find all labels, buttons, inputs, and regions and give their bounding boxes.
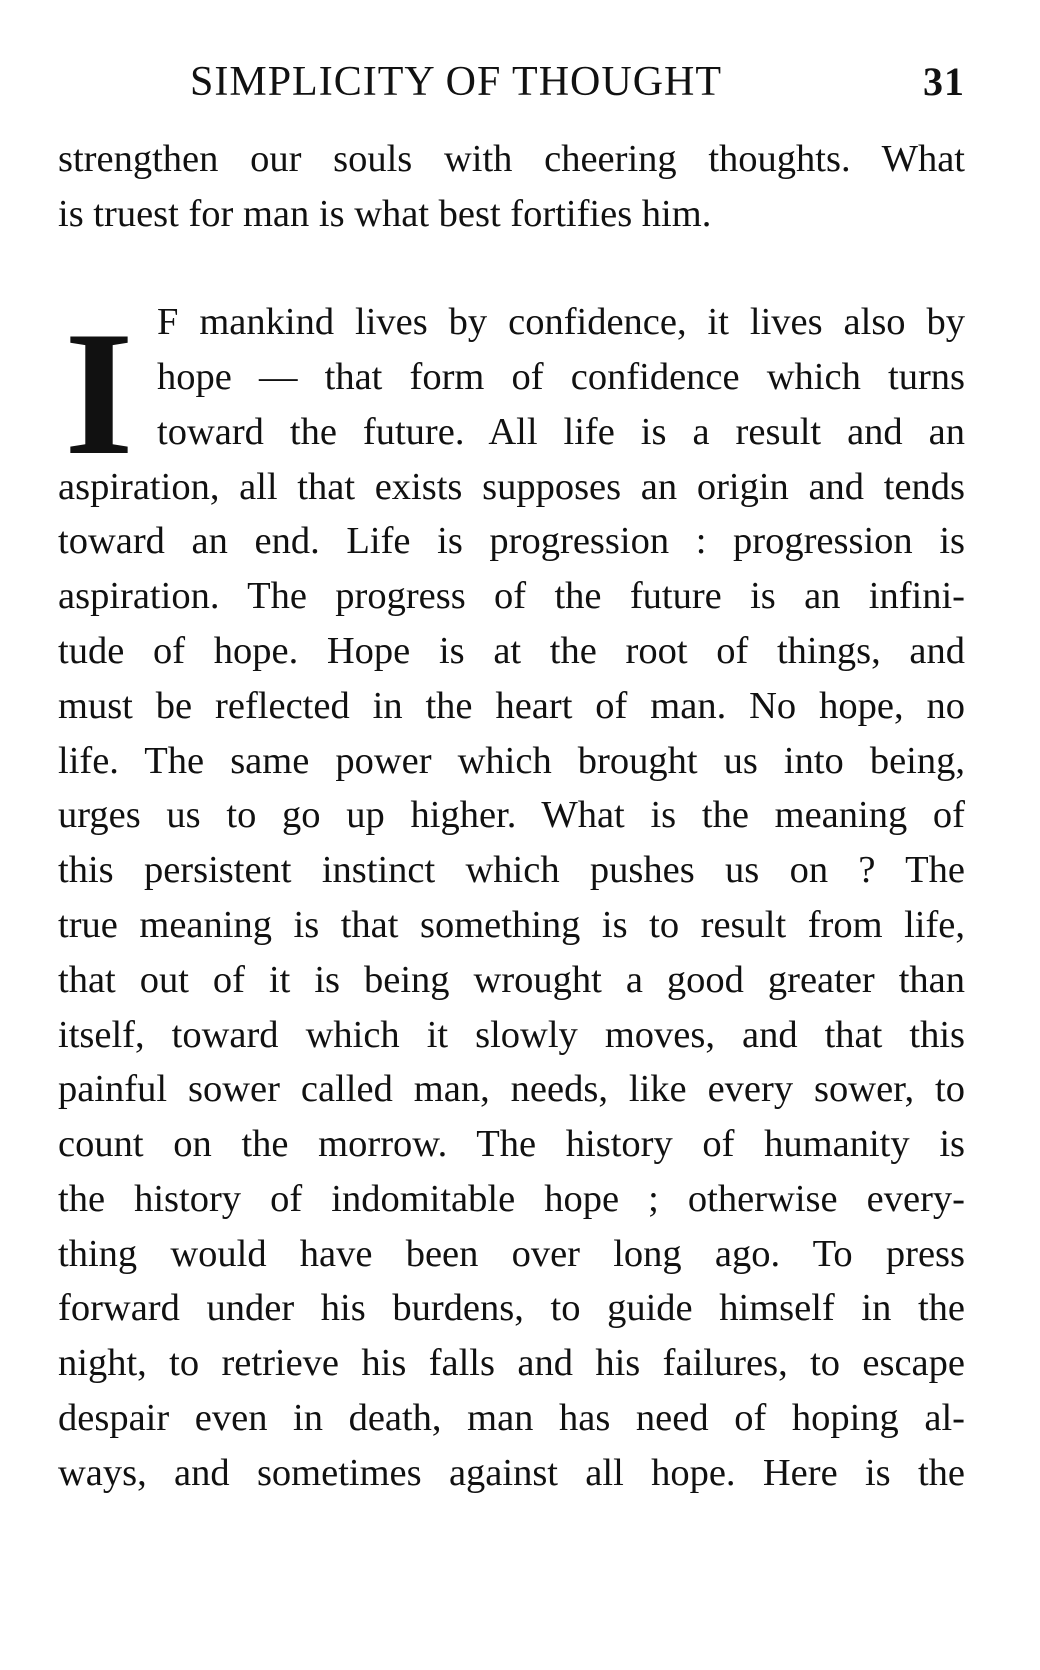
drop-cap: I <box>64 294 134 492</box>
text-line: the history of indomitable hope ; otherwise every- <box>58 1178 965 1220</box>
text-line: life. The same power which brought us into being, <box>58 740 965 782</box>
text-line: painful sower called man, needs, like every sower, to <box>58 1068 965 1110</box>
text-line: aspiration, all that exists supposes an origin and tends <box>58 466 965 508</box>
text-line: count on the morrow. The history of humanity is <box>58 1123 965 1165</box>
running-header <box>190 58 965 118</box>
text-line: despair even in death, man has need of hoping al- <box>58 1397 965 1439</box>
text-line: thing would have been over long ago. To press <box>58 1233 965 1275</box>
text-line: this persistent instinct which pushes us on ? The <box>58 849 965 891</box>
text-line: true meaning is that something is to result from life, <box>58 904 965 946</box>
running-title: SIMPLICITY OF THOUGHT <box>190 59 723 105</box>
text-line: strengthen our souls with cheering thoughts. What <box>58 138 965 180</box>
text-line: itself, toward which it slowly moves, and that this <box>58 1014 965 1056</box>
text-line: that out of it is being wrought a good greater than <box>58 959 965 1001</box>
text-line: is truest for man is what best fortifies him. <box>58 193 712 235</box>
text-line: hope — that form of confidence which turns <box>157 356 965 398</box>
text-line: F mankind lives by confidence, it lives also by <box>157 301 965 343</box>
text-line: toward an end. Life is progression : progression is <box>58 520 965 562</box>
text-line: ways, and sometimes against all hope. Here is the <box>58 1452 965 1494</box>
page-number: 31 <box>923 59 965 104</box>
text-line: must be reflected in the heart of man. No hope, no <box>58 685 965 727</box>
text-line: forward under his burdens, to guide himself in the <box>58 1287 965 1329</box>
text-line: aspiration. The progress of the future is an infini- <box>58 575 965 617</box>
text-line: night, to retrieve his falls and his failures, to escape <box>58 1342 965 1384</box>
text-line: urges us to go up higher. What is the meaning of <box>58 794 965 836</box>
text-line: tude of hope. Hope is at the root of things, and <box>58 630 965 672</box>
text-line: toward the future. All life is a result and an <box>157 411 965 453</box>
